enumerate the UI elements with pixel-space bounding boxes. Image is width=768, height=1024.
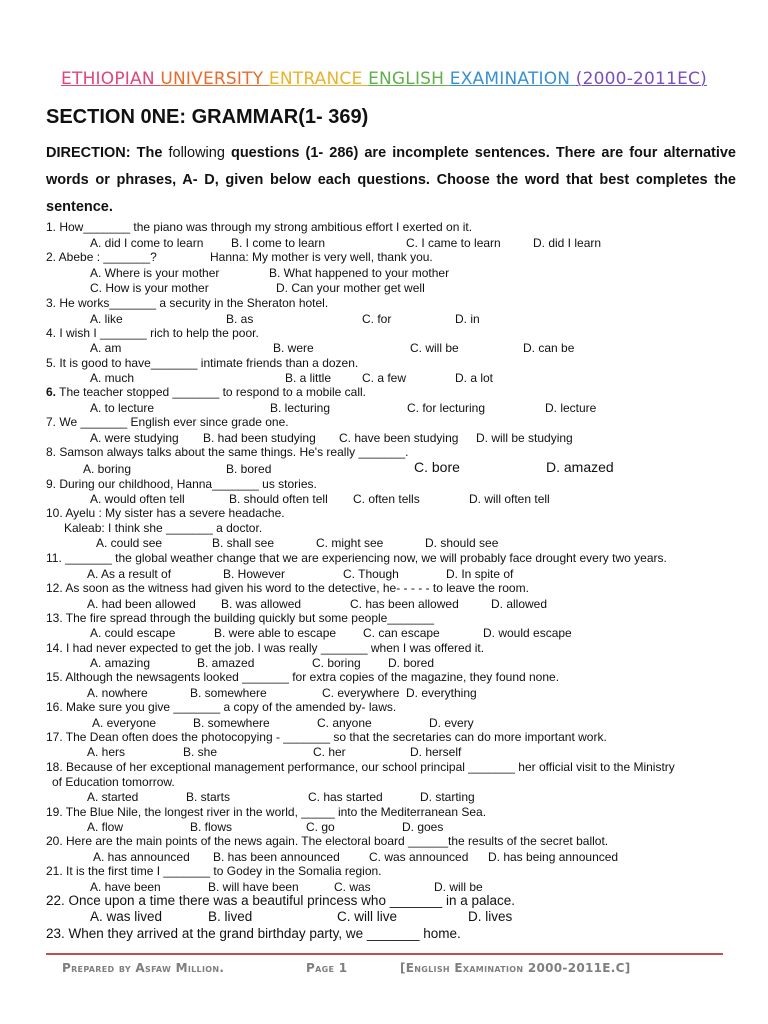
question-text: 12. As soon as the witness had given his word to the detective, he- - - - - to leave the room. (46, 581, 529, 595)
answer-option-q21-a[interactable]: A. have been (90, 880, 161, 894)
question-text: 18. Because of her exceptional management performance, our school principal _______ her official visit to the Ministry (46, 760, 675, 774)
question-text: 3. He works_______ a security in the Sheraton hotel. (46, 296, 329, 310)
answer-option-q2-a[interactable]: A. Where is your mother (90, 266, 220, 280)
answer-option-q4-c[interactable]: C. will be (410, 341, 459, 355)
footer-author: Prepared by Asfaw Million. (62, 961, 225, 975)
answer-option-q14-c[interactable]: C. boring (312, 656, 361, 670)
question-text: 8. Samson always talks about the same things. He's really _______. (46, 445, 409, 459)
question-text: 7. We _______ English ever since grade one. (46, 415, 289, 429)
answer-option-q9-a[interactable]: A. would often tell (90, 492, 185, 506)
question-continuation-q2: Hanna: My mother is very well, thank you. (210, 250, 433, 264)
answer-option-q6-b[interactable]: B. lecturing (270, 401, 331, 415)
answer-option-q21-c[interactable]: C. was (334, 880, 371, 894)
question-text: 1. How_______ the piano was through my strong ambitious effort I exerted on it. (46, 220, 473, 234)
answer-option-q7-a[interactable]: A. were studying (90, 431, 179, 445)
answer-option-q21-b[interactable]: B. will have been (208, 880, 299, 894)
answer-option-q20-b[interactable]: B. has been announced (213, 850, 340, 864)
answer-option-q1-a[interactable]: A. did I come to learn (90, 236, 204, 250)
answer-option-q19-d[interactable]: D. goes (402, 820, 444, 834)
answer-option-q8-a[interactable]: A. boring (83, 462, 132, 476)
question-stem-q16 (46, 700, 396, 714)
answer-option-q19-b[interactable]: B. flows (190, 820, 233, 834)
answer-option-q17-a[interactable]: A. hers (87, 745, 126, 759)
answer-option-q15-a[interactable]: A. nowhere (87, 686, 148, 700)
answer-option-q16-a[interactable]: A. everyone (92, 716, 157, 730)
question-stem-q9 (46, 477, 317, 491)
answer-option-q8-d[interactable]: D. amazed (546, 459, 614, 475)
answer-option-q11-a[interactable]: A. As a result of (87, 567, 172, 581)
question-stem-q2 (46, 250, 157, 264)
question-stem-q19 (46, 805, 486, 819)
answer-option-q22-a[interactable]: A. was lived (90, 909, 163, 924)
banner-word: ENTRANCE (268, 69, 363, 89)
question-text: 19. The Blue Nile, the longest river in the world, _____ into the Mediterranean Sea. (46, 805, 487, 819)
question-stem-q1 (46, 220, 472, 234)
footer-page-number: Page 1 (306, 961, 348, 975)
answer-option-q16-d[interactable]: D. every (429, 716, 474, 730)
question-text: 10. Ayelu : My sister has a severe headache. (46, 506, 285, 520)
question-text: 15. Although the newsagents looked _______ for extra copies of the magazine, they found none. (46, 670, 560, 684)
answer-option-q12-c[interactable]: C. has been allowed (350, 597, 459, 611)
answer-option-q7-b[interactable]: B. had been studying (203, 431, 316, 445)
exam-banner-title (0, 69, 768, 89)
answer-option-q18-d[interactable]: D. starting (420, 790, 475, 804)
question-stem-q21 (46, 864, 382, 878)
answer-option-q5-a[interactable]: A. much (90, 371, 135, 385)
answer-option-q7-d[interactable]: D. will be studying (476, 431, 573, 445)
answer-option-q20-c[interactable]: C. was announced (369, 850, 469, 864)
answer-option-q1-c[interactable]: C. I came to learn (406, 236, 501, 250)
banner-word: ETHIOPIAN (61, 69, 155, 89)
answer-option-q12-a[interactable]: A. had been allowed (87, 597, 196, 611)
answer-option-q22-b[interactable]: B. lived (208, 909, 253, 924)
question-stem-q8 (46, 445, 409, 459)
section-title: SECTION 0NE: GRAMMAR(1- 369) (46, 106, 369, 128)
question-text: 5. It is good to have_______ intimate friends than a dozen. (46, 356, 359, 370)
answer-option-q16-c[interactable]: C. anyone (317, 716, 372, 730)
question-text: 21. It is the first time I _______ to Godey in the Somalia region. (46, 864, 382, 878)
answer-option-q22-c[interactable]: C. will live (337, 909, 398, 924)
direction-paragraph (46, 140, 736, 221)
answer-option-q5-b[interactable]: B. a little (285, 371, 332, 385)
answer-option-q12-b[interactable]: B. was allowed (221, 597, 302, 611)
banner-word: (2000-2011EC) (575, 69, 707, 89)
question-text: 22. Once upon a time there was a beautiful princess who _______ in a palace. (46, 893, 516, 908)
question-stem-q23 (46, 927, 461, 941)
answer-option-q17-c[interactable]: C. her (313, 745, 346, 759)
question-text: 4. I wish I _______ rich to help the poor. (46, 326, 259, 340)
question-stem-q20 (46, 834, 608, 848)
answer-option-q10-c[interactable]: C. might see (316, 536, 384, 550)
question-stem-q22 (46, 894, 515, 908)
answer-option-q15-b[interactable]: B. somewhere (190, 686, 267, 700)
answer-option-q18-b[interactable]: B. starts (186, 790, 231, 804)
answer-option-q3-a[interactable]: A. like (90, 312, 123, 326)
footer-exam-title: [English Examination 2000-2011E.C] (400, 961, 631, 975)
answer-option-q19-c[interactable]: C. go (306, 820, 335, 834)
answer-option-q14-d[interactable]: D. bored (388, 656, 435, 670)
answer-option-q13-d[interactable]: D. would escape (483, 626, 572, 640)
question-continuation-q10: Kaleab: I think she _______ a doctor. (64, 521, 263, 535)
answer-option-q21-d[interactable]: D. will be (434, 880, 483, 894)
question-stem-q18 (46, 760, 675, 774)
answer-option-q17-d[interactable]: D. herself (410, 745, 462, 759)
answer-option-q8-c[interactable]: C. bore (414, 459, 460, 475)
answer-option-q5-c[interactable]: C. a few (362, 371, 407, 385)
answer-option-q9-b[interactable]: B. should often tell (229, 492, 328, 506)
answer-option-q2-c[interactable]: C. How is your mother (90, 281, 209, 295)
banner-word: EXAMINATION (449, 69, 571, 89)
answer-option-q2-b[interactable]: B. What happened to your mother (269, 266, 450, 280)
answer-option-q13-a[interactable]: A. could escape (90, 626, 176, 640)
answer-option-q4-b[interactable]: B. were (273, 341, 314, 355)
answer-option-q16-b[interactable]: B. somewhere (193, 716, 270, 730)
question-stem-q4 (46, 326, 259, 340)
question-stem-q6 (46, 385, 366, 399)
answer-option-q15-d[interactable]: D. everything (406, 686, 477, 700)
question-stem-q14 (46, 641, 484, 655)
answer-option-q11-b[interactable]: B. However (223, 567, 286, 581)
answer-option-q5-d[interactable]: D. a lot (455, 371, 494, 385)
answer-option-q9-c[interactable]: C. often tells (353, 492, 420, 506)
answer-option-q3-b[interactable]: B. as (226, 312, 254, 326)
answer-option-q22-d[interactable]: D. lives (468, 909, 513, 924)
answer-option-q6-c[interactable]: C. for lecturing (407, 401, 486, 415)
answer-option-q4-a[interactable]: A. am (90, 341, 122, 355)
question-continuation-q18: of Education tomorrow. (52, 775, 175, 789)
question-text: 13. The fire spread through the building quickly but some people_______ (46, 611, 435, 625)
answer-option-q11-d[interactable]: D. In spite of (446, 567, 514, 581)
answer-option-q11-c[interactable]: C. Though (343, 567, 399, 581)
answer-option-q10-b[interactable]: B. shall see (212, 536, 275, 550)
answer-option-q20-a[interactable]: A. has announced (93, 850, 190, 864)
answer-option-q6-a[interactable]: A. to lecture (90, 401, 155, 415)
question-stem-q10 (46, 506, 285, 520)
question-stem-q5 (46, 356, 358, 370)
answer-option-q13-b[interactable]: B. were able to escape (214, 626, 337, 640)
question-stem-q13 (46, 611, 434, 625)
answer-option-q18-c[interactable]: C. has started (308, 790, 383, 804)
answer-option-q14-a[interactable]: A. amazing (90, 656, 151, 670)
answer-option-q3-c[interactable]: C. for (362, 312, 392, 326)
direction-label: DIRECTION: The (46, 145, 163, 161)
answer-option-q8-b[interactable]: B. bored (226, 462, 272, 476)
answer-option-q13-c[interactable]: C. can escape (363, 626, 440, 640)
question-stem-q7 (46, 415, 289, 429)
question-stem-q12 (46, 581, 529, 595)
answer-option-q14-b[interactable]: B. amazed (197, 656, 255, 670)
answer-option-q3-d[interactable]: D. in (455, 312, 480, 326)
question-text: 9. During our childhood, Hanna_______ us stories. (46, 477, 317, 491)
question-stem-q11 (46, 551, 667, 565)
answer-option-q1-b[interactable]: B. I come to learn (231, 236, 326, 250)
footer-divider (46, 953, 723, 955)
direction-text: questions (1- 286) are incomplete sentences. There are four alternative words or phrases, A- D, given below each questions. Choose the word that best completes the sentence. (46, 145, 736, 215)
answer-option-q15-c[interactable]: C. everywhere (322, 686, 400, 700)
question-text: 23. When they arrived at the grand birthday party, we _______ home. (46, 926, 461, 941)
question-text: 16. Make sure you give _______ a copy of the amended by- laws. (46, 700, 397, 714)
answer-option-q12-d[interactable]: D. allowed (491, 597, 548, 611)
answer-option-q18-a[interactable]: A. started (87, 790, 139, 804)
answer-option-q17-b[interactable]: B. she (183, 745, 218, 759)
question-text: 14. I had never expected to get the job. I was really _______ when I was offered it. (46, 641, 485, 655)
answer-option-q9-d[interactable]: D. will often tell (469, 492, 550, 506)
question-text: 11. _______ the global weather change that we are experiencing now, we will probably face drought every two years. (46, 551, 667, 565)
banner-word: UNIVERSITY (160, 69, 264, 89)
question-text: 2. Abebe : _______? (46, 250, 157, 264)
question-stem-q15 (46, 670, 559, 684)
question-stem-q3 (46, 296, 328, 310)
answer-option-q4-d[interactable]: D. can be (523, 341, 575, 355)
direction-following: following (168, 145, 225, 161)
answer-option-q19-a[interactable]: A. flow (87, 820, 124, 834)
answer-option-q10-d[interactable]: D. should see (425, 536, 499, 550)
answer-option-q6-d[interactable]: D. lecture (545, 401, 597, 415)
question-text: 20. Here are the main points of the news again. The electoral board ______the results of the secret ballot. (46, 834, 609, 848)
answer-option-q10-a[interactable]: A. could see (96, 536, 163, 550)
question-text: 17. The Dean often does the photocopying - _______ so that the secretaries can do more important work. (46, 730, 607, 744)
banner-word: ENGLISH (368, 69, 445, 89)
answer-option-q20-d[interactable]: D. has being announced (488, 850, 619, 864)
question-stem-q17 (46, 730, 607, 744)
answer-option-q7-c[interactable]: C. have been studying (339, 431, 459, 445)
answer-option-q1-d[interactable]: D. did I learn (533, 236, 602, 250)
answer-option-q2-d[interactable]: D. Can your mother get well (276, 281, 425, 295)
question-text: The teacher stopped _______ to respond to a mobile call. (56, 385, 367, 399)
question-number: 6. (46, 385, 57, 399)
